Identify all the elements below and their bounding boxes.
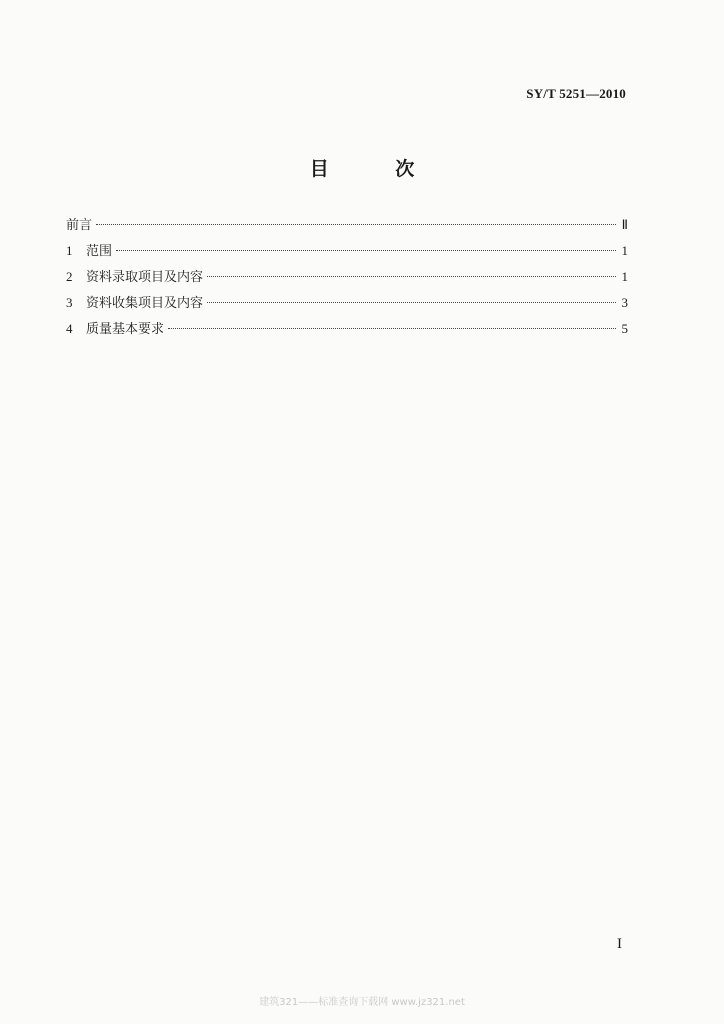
toc-entry-data-collection[interactable]: [66, 292, 628, 318]
toc-leader-dots: [116, 250, 616, 251]
toc-entry-text: 资料收集项目及内容: [86, 296, 204, 311]
toc-entry-page: 1: [621, 269, 628, 284]
toc-entry-data-recording[interactable]: [66, 266, 628, 292]
toc-entry-scope[interactable]: [66, 240, 628, 266]
toc-entry-quality-requirements[interactable]: [66, 318, 628, 344]
toc-entry-number: 1: [66, 243, 73, 258]
standard-code: SY/T 5251—2010: [526, 86, 626, 101]
toc-entry-number: 4: [66, 321, 73, 336]
toc-entry-page: 3: [621, 295, 628, 310]
toc-entry-text: 范围: [86, 244, 113, 259]
toc-entry-foreword[interactable]: [66, 214, 628, 240]
toc-entry-page: Ⅱ: [621, 217, 628, 232]
toc-leader-dots: [207, 276, 616, 277]
toc-title: 目 次: [309, 158, 445, 180]
toc-leader-dots: [207, 302, 616, 303]
toc-entry-text: 质量基本要求: [86, 322, 165, 337]
watermark: 建筑321——标准查询下载网 www.jz321.net: [259, 997, 465, 1008]
toc-entry-number: 2: [66, 269, 73, 284]
toc-leader-dots: [96, 224, 616, 225]
toc-leader-dots: [168, 328, 616, 329]
toc-entry-text: 前言: [66, 218, 93, 233]
toc-entry-page: 5: [621, 321, 628, 336]
toc-entry-text: 资料录取项目及内容: [86, 270, 204, 285]
page-number: I: [617, 936, 622, 952]
table-of-contents: [66, 214, 628, 344]
toc-entry-page: 1: [621, 243, 628, 258]
toc-entry-number: 3: [66, 295, 73, 310]
